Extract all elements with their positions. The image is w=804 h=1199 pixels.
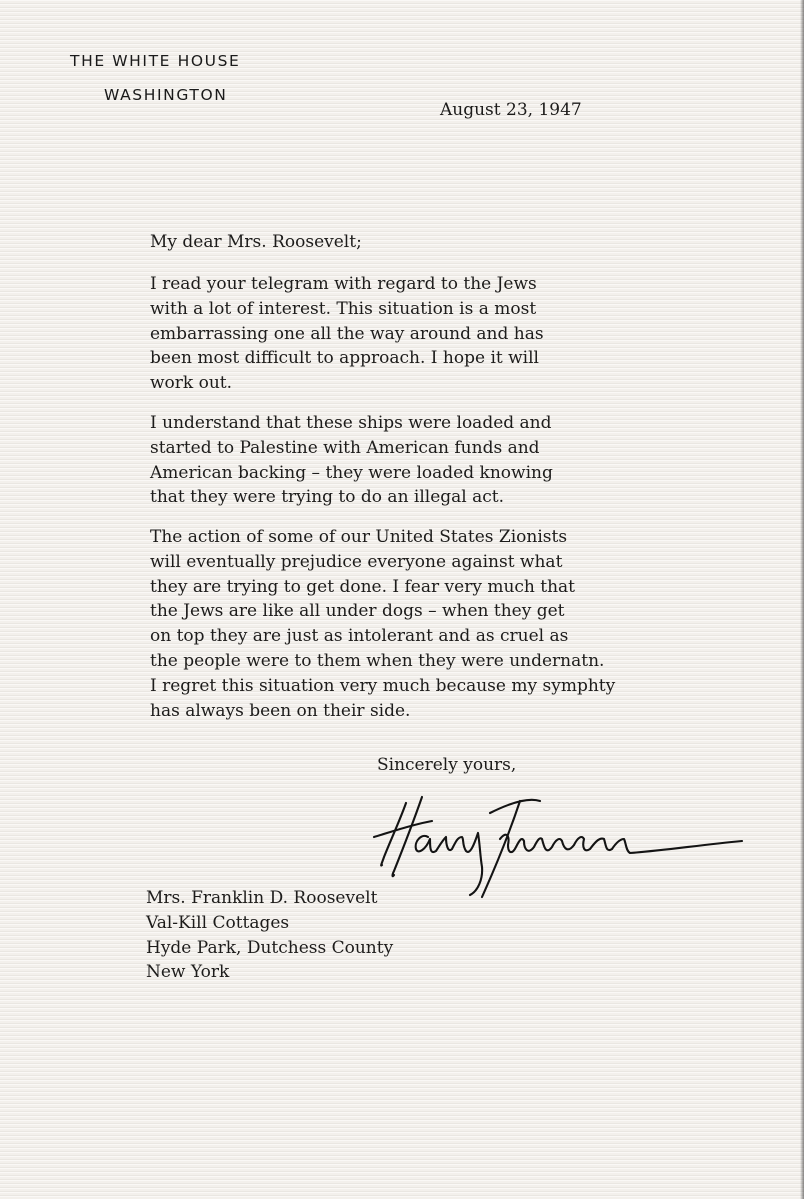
address-line: New York [146, 962, 230, 983]
paragraph-line: I read your telegram with regard to the Jews [150, 274, 537, 294]
paragraph-line: I regret this situation very much because my symphty [150, 675, 616, 696]
letterhead-title: THE WHITE HOUSE [70, 52, 241, 70]
paragraph-line: embarrassing one all the way around and has [150, 323, 544, 344]
body-paragraph-3 [150, 525, 615, 723]
paragraph-line: has always been on their side. [150, 700, 411, 721]
address-line: Mrs. Franklin D. Roosevelt [146, 888, 378, 908]
paragraph-line: with a lot of interest. This situation is a most [150, 298, 537, 319]
address-line: Hyde Park, Dutchess County [146, 937, 394, 958]
salutation: My dear Mrs. Roosevelt; [150, 232, 362, 252]
letter-date: August 23, 1947 [440, 100, 582, 120]
closing: Sincerely yours, [377, 755, 517, 775]
body-paragraph-1 [150, 272, 544, 396]
paragraph-line: The action of some of our United States Zionists [150, 527, 568, 547]
handwritten-signature [370, 775, 750, 900]
paragraph-line: they are trying to get done. I fear very much that [150, 576, 576, 597]
paragraph-line: I understand that these ships were loaded and [150, 413, 552, 433]
paragraph-line: the people were to them when they were undernatn. [150, 650, 605, 671]
paragraph-line: American backing – they were loaded knowing [150, 462, 553, 483]
paragraph-line: the Jews are like all under dogs – when they get [150, 601, 565, 622]
paragraph-line: work out. [150, 373, 233, 394]
letterhead-city: WASHINGTON [104, 86, 228, 104]
recipient-address [146, 886, 393, 985]
body-paragraph-2 [150, 411, 553, 510]
address-line: Val-Kill Cottages [146, 912, 290, 933]
paragraph-line: on top they are just as intolerant and as cruel as [150, 626, 569, 647]
paragraph-line: that they were trying to do an illegal act. [150, 487, 505, 508]
paragraph-line: will eventually prejudice everyone against what [150, 551, 563, 572]
paragraph-line: started to Palestine with American funds and [150, 437, 540, 458]
paragraph-line: been most difficult to approach. I hope it will [150, 348, 539, 369]
